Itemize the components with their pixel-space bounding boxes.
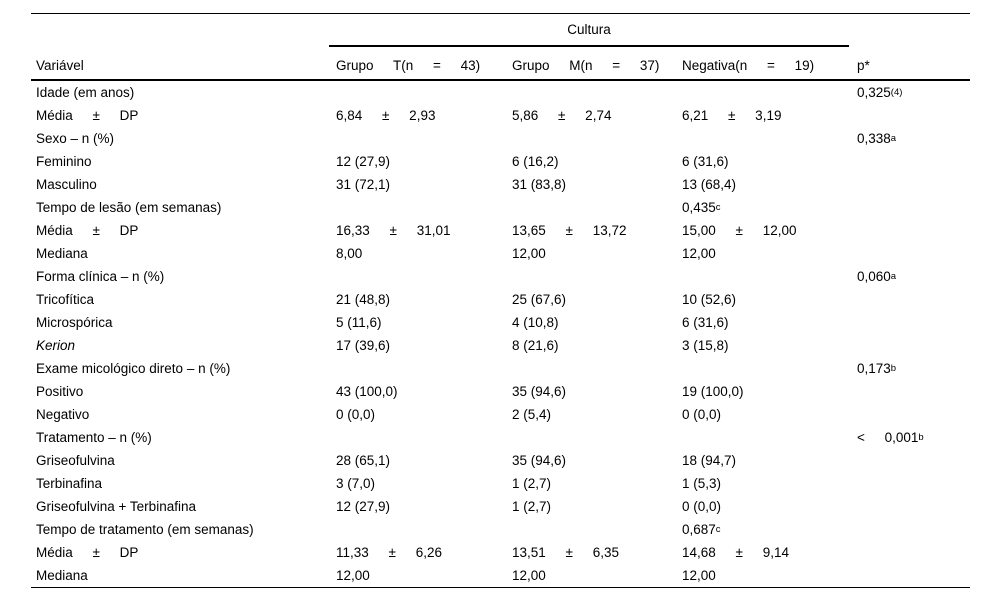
cell-variavel bbox=[31, 196, 336, 219]
table-body bbox=[31, 81, 970, 587]
cell-negativa: 0 (0,0) bbox=[682, 407, 722, 422]
cell-value: 0,338 bbox=[857, 131, 891, 146]
cell-p-value: 0,338 a bbox=[857, 131, 897, 146]
cell-grupo-t: 17 (39,6) bbox=[336, 338, 391, 353]
column-header-row bbox=[31, 47, 970, 81]
cell-grupo-m: 2 (5,4) bbox=[512, 407, 552, 422]
cell-p-value bbox=[857, 288, 970, 311]
cell-grupo-m: 35 (94,6) bbox=[512, 453, 567, 468]
cell-variavel bbox=[31, 334, 336, 357]
column-header-label: Negativa(n = 19) bbox=[682, 58, 815, 73]
cell-grupo-m bbox=[512, 127, 682, 150]
row-label: Feminino bbox=[36, 154, 92, 169]
cell-p-value bbox=[857, 472, 970, 495]
cell-grupo-m: 13,51 ± 6,35 bbox=[512, 545, 619, 560]
table-row bbox=[31, 288, 970, 311]
cell-grupo-m: 25 (67,6) bbox=[512, 292, 567, 307]
table-row bbox=[31, 334, 970, 357]
cell-p-value bbox=[857, 311, 970, 334]
table-row bbox=[31, 219, 970, 242]
cell-negativa: 0,435 c bbox=[682, 200, 721, 215]
cell-negativa: 12,00 bbox=[682, 568, 716, 583]
cell-p-value: 0,173 b bbox=[857, 361, 897, 376]
cell-value: 0,687 bbox=[682, 522, 716, 537]
row-label: Negativo bbox=[36, 407, 90, 422]
row-label: Mediana bbox=[36, 568, 88, 583]
cell-variavel bbox=[31, 541, 336, 564]
cell-grupo-t bbox=[336, 81, 512, 104]
cell-negativa: 13 (68,4) bbox=[682, 177, 737, 192]
row-label: Sexo – n (%) bbox=[36, 131, 115, 146]
cell-variavel bbox=[31, 127, 336, 150]
cell-p-value bbox=[857, 104, 970, 127]
cell-grupo-m bbox=[512, 265, 682, 288]
cell-p-value bbox=[857, 449, 970, 472]
table-row bbox=[31, 265, 970, 288]
group-header-spacer bbox=[31, 14, 329, 47]
cell-variavel bbox=[31, 518, 336, 541]
cell-grupo-t: 12 (27,9) bbox=[336, 499, 391, 514]
cell-grupo-t bbox=[336, 196, 512, 219]
cell-p-value bbox=[857, 150, 970, 173]
cell-p-value bbox=[857, 564, 970, 587]
cell-variavel bbox=[31, 242, 336, 265]
row-label: Microspórica bbox=[36, 315, 113, 330]
table-row bbox=[31, 173, 970, 196]
row-label: Tempo de tratamento (em semanas) bbox=[36, 522, 254, 537]
cell-p-value bbox=[857, 403, 970, 426]
cell-variavel bbox=[31, 449, 336, 472]
cell-variavel bbox=[31, 564, 336, 587]
row-label: Tempo de lesão (em semanas) bbox=[36, 200, 222, 215]
table-row bbox=[31, 150, 970, 173]
cell-value: 0,325 bbox=[857, 85, 891, 100]
cell-grupo-t: 28 (65,1) bbox=[336, 453, 391, 468]
cell-negativa: 1 (5,3) bbox=[682, 476, 722, 491]
group-header-label: Cultura bbox=[567, 22, 611, 37]
cell-p-value bbox=[857, 518, 970, 541]
cell-grupo-m: 1 (2,7) bbox=[512, 499, 552, 514]
column-header-negativa bbox=[682, 47, 857, 79]
row-label: Tratamento – n (%) bbox=[36, 430, 152, 445]
group-header-row bbox=[31, 14, 970, 47]
cell-p-value bbox=[857, 219, 970, 242]
cell-grupo-t: 43 (100,0) bbox=[336, 384, 398, 399]
cell-negativa: 15,00 ± 12,00 bbox=[682, 223, 797, 238]
cell-negativa: 6,21 ± 3,19 bbox=[682, 108, 782, 123]
cell-grupo-t: 8,00 bbox=[336, 246, 363, 261]
cell-grupo-m: 4 (10,8) bbox=[512, 315, 559, 330]
cell-grupo-m: 31 (83,8) bbox=[512, 177, 567, 192]
group-header-cultura bbox=[329, 14, 849, 47]
column-header-label: Grupo M(n = 37) bbox=[512, 58, 660, 73]
column-header-grupo-t bbox=[336, 47, 512, 79]
cell-negativa: 10 (52,6) bbox=[682, 292, 737, 307]
cell-value: 0,173 bbox=[857, 361, 891, 376]
cell-negativa: 19 (100,0) bbox=[682, 384, 744, 399]
column-header-label: Variável bbox=[36, 58, 84, 73]
cell-p-value bbox=[857, 242, 970, 265]
statistics-table bbox=[31, 13, 970, 588]
row-label: Masculino bbox=[36, 177, 97, 192]
cell-grupo-m: 8 (21,6) bbox=[512, 338, 559, 353]
row-label: Griseofulvina bbox=[36, 453, 115, 468]
cell-variavel bbox=[31, 311, 336, 334]
table-row bbox=[31, 472, 970, 495]
column-header-p bbox=[857, 47, 970, 79]
table-row bbox=[31, 104, 970, 127]
cell-value: 0,435 bbox=[682, 200, 716, 215]
cell-negativa: 3 (15,8) bbox=[682, 338, 729, 353]
row-label: Exame micológico direto – n (%) bbox=[36, 361, 231, 376]
row-label: Positivo bbox=[36, 384, 84, 399]
cell-negativa: 0,687 c bbox=[682, 522, 721, 537]
cell-grupo-t bbox=[336, 127, 512, 150]
cell-variavel bbox=[31, 426, 336, 449]
cell-negativa bbox=[682, 127, 857, 150]
cell-variavel bbox=[31, 495, 336, 518]
cell-grupo-t: 5 (11,6) bbox=[336, 315, 382, 330]
cell-p-value: 0,060 a bbox=[857, 269, 897, 284]
cell-value: < 0,001 bbox=[857, 430, 919, 445]
cell-grupo-m bbox=[512, 196, 682, 219]
cell-grupo-t bbox=[336, 426, 512, 449]
cell-grupo-m bbox=[512, 357, 682, 380]
cell-grupo-m: 6 (16,2) bbox=[512, 154, 559, 169]
cell-grupo-m: 1 (2,7) bbox=[512, 476, 552, 491]
table-row bbox=[31, 449, 970, 472]
cell-grupo-t: 31 (72,1) bbox=[336, 177, 391, 192]
table-row bbox=[31, 495, 970, 518]
cell-grupo-t: 12,00 bbox=[336, 568, 370, 583]
row-label: Kerion bbox=[36, 338, 76, 353]
cell-grupo-m bbox=[512, 81, 682, 104]
cell-negativa: 6 (31,6) bbox=[682, 154, 729, 169]
cell-negativa: 6 (31,6) bbox=[682, 315, 729, 330]
cell-grupo-m: 12,00 bbox=[512, 246, 546, 261]
cell-grupo-m: 12,00 bbox=[512, 568, 546, 583]
row-label: Tricofítica bbox=[36, 292, 95, 307]
cell-p-value bbox=[857, 334, 970, 357]
column-header-label: Grupo T(n = 43) bbox=[336, 58, 481, 73]
table-row bbox=[31, 242, 970, 265]
cell-p-value bbox=[857, 380, 970, 403]
table-row bbox=[31, 541, 970, 564]
cell-grupo-t bbox=[336, 265, 512, 288]
cell-grupo-t bbox=[336, 357, 512, 380]
cell-grupo-m: 35 (94,6) bbox=[512, 384, 567, 399]
cell-negativa bbox=[682, 357, 857, 380]
cell-grupo-t bbox=[336, 518, 512, 541]
cell-grupo-t: 6,84 ± 2,93 bbox=[336, 108, 436, 123]
row-label: Idade (em anos) bbox=[36, 85, 135, 100]
cell-variavel bbox=[31, 219, 336, 242]
row-label: Média ± DP bbox=[36, 223, 139, 238]
cell-variavel bbox=[31, 288, 336, 311]
cell-grupo-t: 16,33 ± 31,01 bbox=[336, 223, 451, 238]
row-label: Média ± DP bbox=[36, 108, 139, 123]
cell-p-value: < 0,001 b bbox=[857, 430, 924, 445]
cell-variavel bbox=[31, 380, 336, 403]
cell-variavel bbox=[31, 357, 336, 380]
row-label: Média ± DP bbox=[36, 545, 139, 560]
cell-variavel bbox=[31, 472, 336, 495]
cell-variavel bbox=[31, 173, 336, 196]
cell-p-value bbox=[857, 541, 970, 564]
table-row bbox=[31, 426, 970, 449]
column-header-label: p* bbox=[857, 58, 870, 73]
table-row bbox=[31, 357, 970, 380]
column-header-grupo-m bbox=[512, 47, 682, 79]
cell-negativa: 0 (0,0) bbox=[682, 499, 722, 514]
row-label: Griseofulvina + Terbinafina bbox=[36, 499, 196, 514]
cell-variavel bbox=[31, 104, 336, 127]
cell-grupo-m: 13,65 ± 13,72 bbox=[512, 223, 627, 238]
cell-negativa: 14,68 ± 9,14 bbox=[682, 545, 789, 560]
cell-negativa: 18 (94,7) bbox=[682, 453, 737, 468]
cell-variavel bbox=[31, 403, 336, 426]
cell-variavel bbox=[31, 81, 336, 104]
cell-p-value bbox=[857, 495, 970, 518]
table-row bbox=[31, 518, 970, 541]
cell-grupo-t: 12 (27,9) bbox=[336, 154, 391, 169]
cell-variavel bbox=[31, 150, 336, 173]
cell-grupo-m bbox=[512, 518, 682, 541]
cell-grupo-t: 0 (0,0) bbox=[336, 407, 376, 422]
table-row bbox=[31, 564, 970, 587]
cell-value: 0,060 bbox=[857, 269, 891, 284]
cell-grupo-t: 11,33 ± 6,26 bbox=[336, 545, 442, 560]
cell-grupo-m bbox=[512, 426, 682, 449]
table-row bbox=[31, 196, 970, 219]
cell-grupo-t: 3 (7,0) bbox=[336, 476, 376, 491]
row-label: Terbinafina bbox=[36, 476, 103, 491]
cell-negativa bbox=[682, 81, 857, 104]
table-row bbox=[31, 127, 970, 150]
cell-negativa: 12,00 bbox=[682, 246, 716, 261]
cell-p-value bbox=[857, 196, 970, 219]
table-row bbox=[31, 81, 970, 104]
row-label: Forma clínica – n (%) bbox=[36, 269, 165, 284]
cell-p-value bbox=[857, 173, 970, 196]
column-header-variavel bbox=[31, 47, 336, 79]
cell-negativa bbox=[682, 265, 857, 288]
cell-grupo-m: 5,86 ± 2,74 bbox=[512, 108, 612, 123]
table-row bbox=[31, 403, 970, 426]
table-row bbox=[31, 311, 970, 334]
row-label: Mediana bbox=[36, 246, 88, 261]
cell-variavel bbox=[31, 265, 336, 288]
cell-negativa bbox=[682, 426, 857, 449]
cell-grupo-t: 21 (48,8) bbox=[336, 292, 391, 307]
table-row bbox=[31, 380, 970, 403]
cell-p-value: 0,325 (4) bbox=[857, 85, 903, 100]
